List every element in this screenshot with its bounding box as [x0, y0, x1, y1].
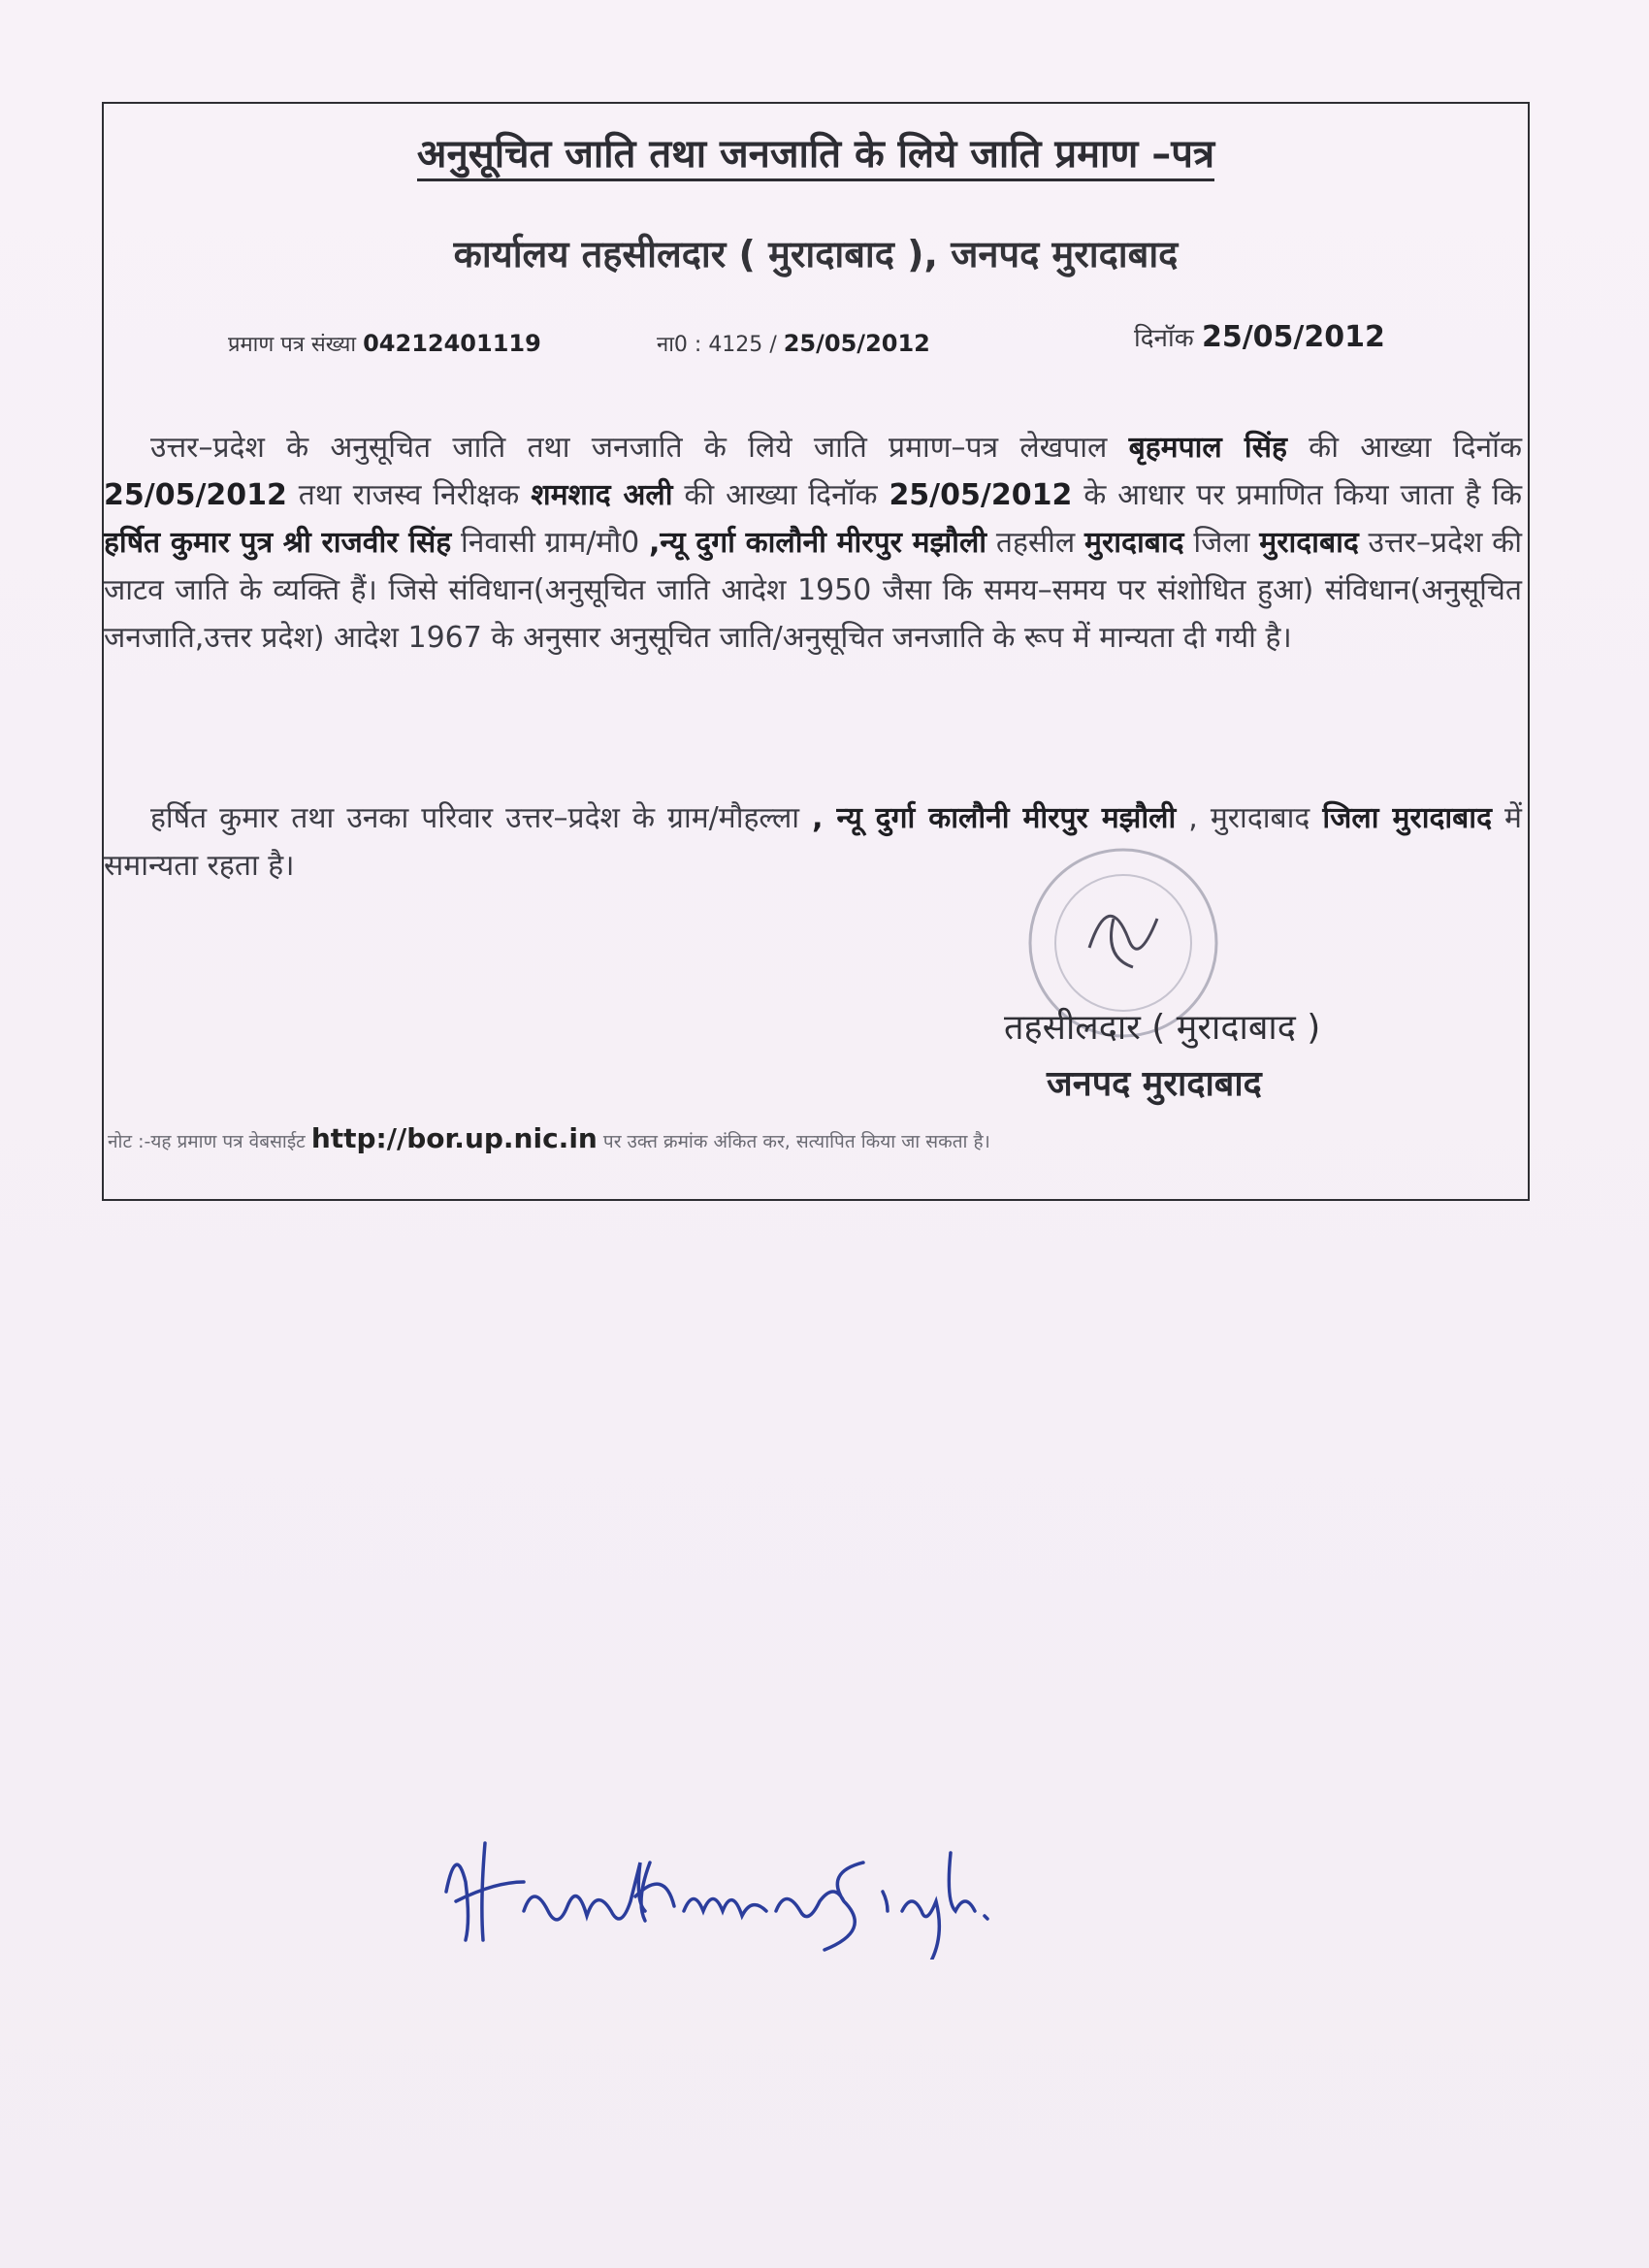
highlighted-text: शमशाद अली: [531, 478, 673, 512]
paragraph-text: निवासी ग्राम/मौ0: [451, 526, 649, 560]
issue-date: [1134, 319, 1385, 354]
paragraph-text: उत्तर–प्रदेश की जाटव जाति के व्यक्ति हैं। जिसे संविधान(अनुसूचित जाति आदेश 1950 जैसा कि समय–समय पर संशोधित हुआ) संविधान(अनुसूचित जनजाति,उत्तर प्रदेश) आदेश 1967 के अनुसार अनुसूचित जाति/अनुसूचित जनजाति के रूप में मान्यता दी गयी है।: [104, 526, 1522, 655]
highlighted-text: 25/05/2012: [104, 478, 287, 512]
certificate-number-value: 04212401119: [363, 330, 541, 357]
paragraph-text: जिला: [1183, 526, 1260, 560]
paragraph-text: , मुरादाबाद: [1176, 801, 1323, 835]
reference-date: 25/05/2012: [783, 330, 930, 357]
certificate-number: [228, 329, 541, 358]
highlighted-text: ,न्यू दुर्गा कालौनी मीरपुर मझौली: [648, 526, 987, 560]
paragraph-text: उत्तर–प्रदेश के अनुसूचित जाति तथा जनजाति के लिये जाति प्रमाण–पत्र लेखपाल: [150, 431, 1129, 465]
highlighted-text: 25/05/2012: [889, 478, 1073, 512]
highlighted-text: बृहमपाल सिंह: [1128, 431, 1287, 465]
reference-value: 4125: [708, 333, 763, 357]
paragraph-text: तहसील: [986, 526, 1085, 560]
reference-label: ना0 :: [657, 333, 702, 357]
signatory-district: जनपद मुरादाबाद: [1047, 1064, 1262, 1104]
certificate-frame: [102, 102, 1530, 1201]
certificate-title: [104, 125, 1528, 178]
signatory-title: तहसीलदार ( मुरादाबाद ): [1004, 1008, 1321, 1048]
verification-note: [108, 1122, 990, 1154]
note-prefix: नोट :-यह प्रमाण पत्र वेबसाईट: [108, 1131, 306, 1152]
highlighted-text: , न्यू दुर्गा कालौनी मीरपुर मझौली: [812, 801, 1177, 835]
certificate-body-paragraph: [104, 424, 1522, 662]
reference-separator: /: [769, 333, 777, 357]
paragraph-text: के आधार पर प्रमाणित किया जाता है कि: [1072, 478, 1522, 512]
highlighted-text: मुरादाबाद: [1084, 526, 1184, 560]
office-heading: कार्यालय तहसीलदार ( मुरादाबाद ), जनपद मुरादाबाद: [453, 233, 1179, 275]
paragraph-text: की आख्या दिनॉक: [672, 478, 889, 512]
handwritten-signature: [427, 1824, 989, 1960]
paragraph-text: की आख्या दिनॉक: [1286, 431, 1522, 465]
reference-number: [657, 329, 930, 358]
note-suffix: पर उक्त क्रमांक अंकित कर, सत्यापित किया जा सकता है।: [602, 1131, 990, 1152]
highlighted-text: जिला मुरादाबाद: [1322, 801, 1493, 835]
paragraph-text: तथा राजस्व निरीक्षक: [286, 478, 532, 512]
residence-paragraph: [104, 794, 1522, 890]
highlighted-text: हर्षित कुमार पुत्र श्री राजवीर सिंह: [104, 526, 452, 560]
paragraph-text: हर्षित कुमार तथा उनका परिवार उत्तर–प्रदेश के ग्राम/मौहल्ला: [150, 801, 813, 835]
certificate-title-text: अनुसूचित जाति तथा जनजाति के लिये जाति प्रमाण –पत्र: [417, 132, 1214, 181]
paragraph-text: में समान्यता रहता है।: [104, 801, 1522, 883]
issue-date-value: 25/05/2012: [1201, 320, 1385, 354]
issue-date-label: दिनॉक: [1134, 324, 1194, 353]
verification-url[interactable]: http://bor.up.nic.in: [310, 1122, 598, 1154]
certificate-number-label: प्रमाण पत्र संख्या: [228, 333, 357, 357]
highlighted-text: मुरादाबाद: [1259, 526, 1359, 560]
